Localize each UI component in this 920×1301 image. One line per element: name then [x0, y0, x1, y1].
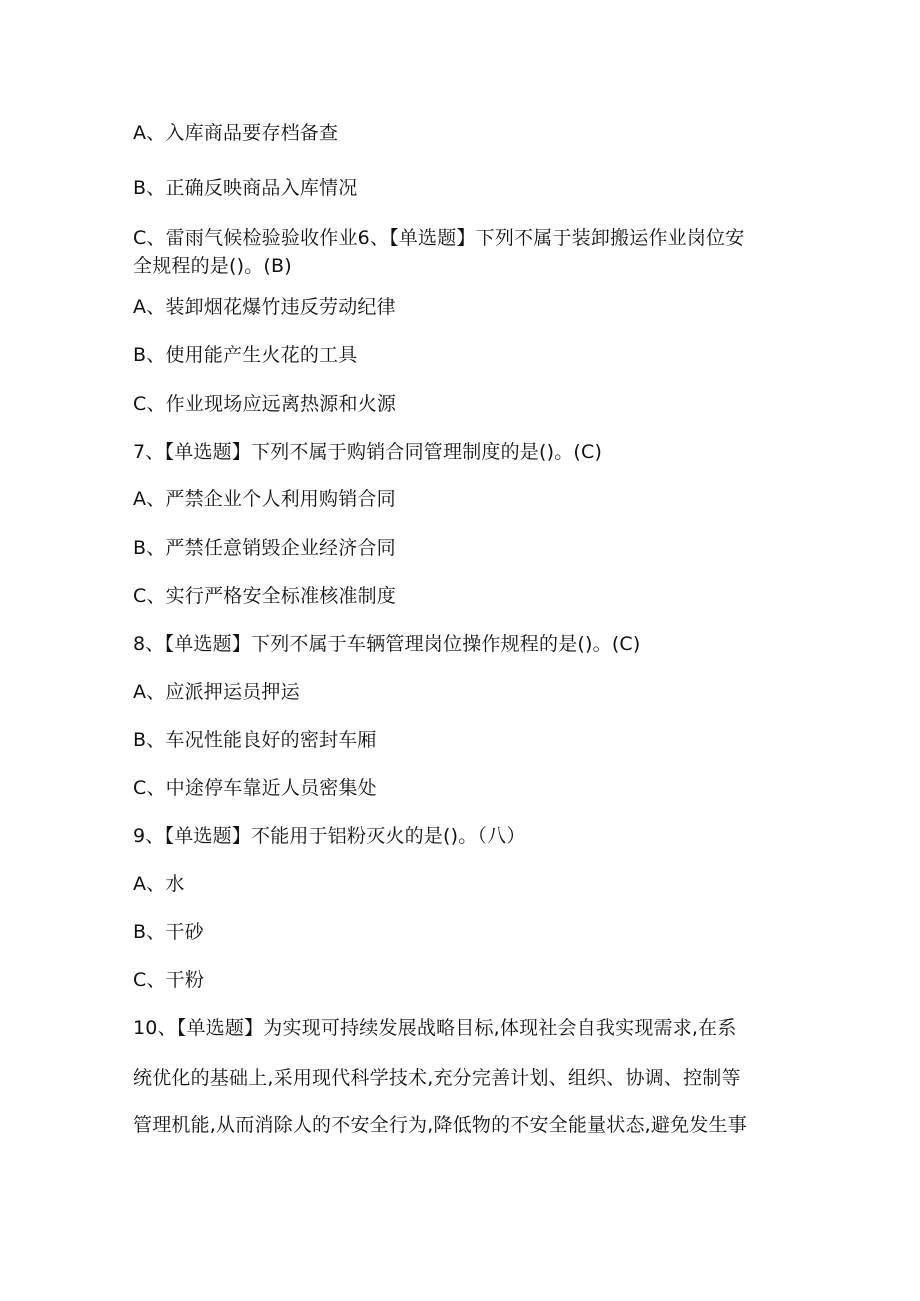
- option-c-q8: C、中途停车靠近人员密集处: [133, 777, 377, 799]
- question-9: 9、【单选题】不能用于铝粉灭火的是()。（八）: [133, 825, 526, 847]
- option-a-q7: A、严禁企业个人利用购销合同: [133, 488, 396, 510]
- option-b-q5: B、正确反映商品入库情况: [133, 177, 358, 199]
- option-a-q5: A、入库商品要存档备查: [133, 122, 339, 144]
- option-c-q5-and-question-6: C、雷雨气候检验验收作业6、【单选题】下列不属于装卸搬运作业岗位安: [133, 227, 745, 249]
- question-10-line-2: 统优化的基础上,采用现代科学技术,充分完善计划、组织、协调、控制等: [133, 1067, 741, 1089]
- option-c-q6: C、作业现场应远离热源和火源: [133, 393, 397, 415]
- option-a-q9: A、水: [133, 873, 185, 895]
- option-c-q7: C、实行严格安全标准核准制度: [133, 585, 397, 607]
- question-8: 8、【单选题】下列不属于车辆管理岗位操作规程的是()。(C): [133, 633, 641, 655]
- question-7: 7、【单选题】下列不属于购销合同管理制度的是()。(C): [133, 441, 603, 463]
- option-b-q8: B、车况性能良好的密封车厢: [133, 729, 377, 751]
- question-10-line-3: 管理机能,从而消除人的不安全行为,降低物的不安全能量状态,避免发生事: [133, 1114, 747, 1136]
- question-6-continuation: 全规程的是()。(B): [133, 255, 292, 277]
- option-c-q9: C、干粉: [133, 969, 205, 991]
- option-a-q8: A、应派押运员押运: [133, 681, 300, 703]
- option-b-q6: B、使用能产生火花的工具: [133, 344, 358, 366]
- option-b-q9: B、干砂: [133, 921, 204, 943]
- option-a-q6: A、装卸烟花爆竹违反劳动纪律: [133, 296, 396, 318]
- question-10-line-1: 10、【单选题】为实现可持续发展战略目标,体现社会自我实现需求,在系: [133, 1017, 737, 1039]
- option-b-q7: B、严禁任意销毁企业经济合同: [133, 537, 396, 559]
